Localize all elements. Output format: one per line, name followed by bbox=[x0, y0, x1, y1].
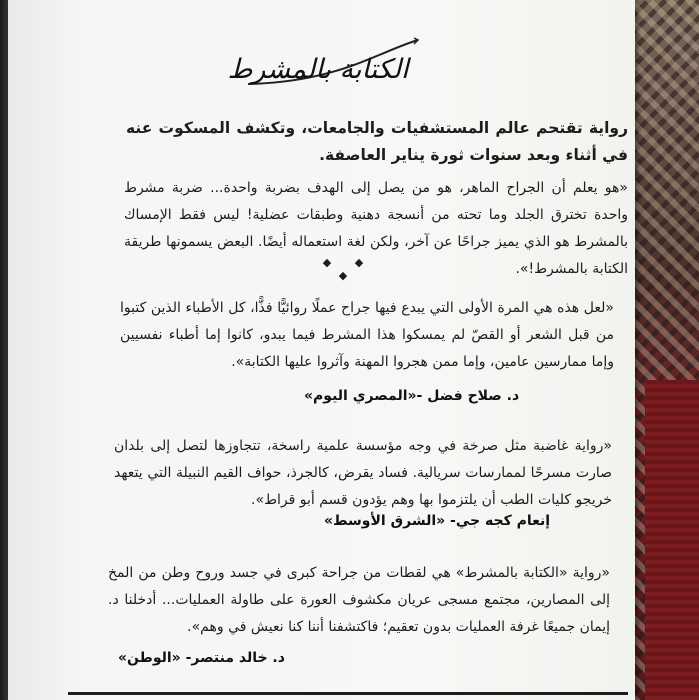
book-title: الكتابة بالمشرط bbox=[227, 54, 409, 85]
review-attribution-2: إنعام كجه جي- «الشرق الأوسط» bbox=[324, 513, 551, 529]
novel-excerpt-quote: «هو يعلم أن الجراح الماهر، هو من يصل إلى الهدف بضربة واحدة... ضربة مشرط واحدة تخترق الجلد وما تحته من أنسجة دهنية وطبقات عضلية! ليس فقط الإمساك بالمشرط هو الذي يميز جراحًا عن آخر، ولكن لغة استعماله أيضًا. البعض يسمونها طريقة الكتابة بالمشرط!». bbox=[124, 180, 628, 277]
bottom-divider bbox=[68, 692, 628, 695]
review-attribution-1: د. صلاح فضل -«المصري اليوم» bbox=[304, 388, 520, 404]
review-quote-2: «رواية غاضبة مثل صرخة في وجه مؤسسة علمية راسخة، تتجاوزها لتصل إلى بلدان صارت مسرحًا لممارسات سريالية. فساد يقرض، كالجرذ، حواف القيم النبيلة التي يتعهد خريجو كليات الطب أن يلتزموا بها وهم يؤدون قسم أبو قراط». bbox=[114, 438, 612, 508]
book-back-cover bbox=[8, 0, 635, 700]
intro-paragraph: رواية تقتحم عالم المستشفيات والجامعات، وتكشف المسكوت عنه في أثناء وبعد سنوات ثورة يناير العاصفة. bbox=[126, 119, 628, 164]
review-quote-3: «رواية «الكتابة بالمشرط» هي لقطات من جراحة كبرى في جسد وروح وطن من المخ إلى المصارين، مجتمع مسجى عريان مكشوف العورة على طاولة العمليات... أدخلنا د. إيمان جميعًا غرفة العمليات بدون تعقيم؛ فاكتشفنا أننا كنا نعيش في وهم». bbox=[108, 565, 610, 635]
left-shadow bbox=[0, 0, 8, 700]
section-separator: ◆ ◆ ◆ bbox=[322, 256, 374, 282]
background-rug-red bbox=[645, 380, 699, 700]
review-attribution-3: د. خالد منتصر- «الوطن» bbox=[118, 650, 285, 666]
review-quote-1: «لعل هذه هي المرة الأولى التي يبدع فيها جراح عملًا روائيًّا فذًّا، كل الأطباء الذين كتبوا من قبل الشعر أو القصّ لم يمسكوا هذا المشرط فيما يبدو، كانوا إما أطباء نفسيين وإما ممارسين عامين، وإما ممن هجروا المهنة وآثروا عليها الكتابة». bbox=[120, 300, 614, 370]
